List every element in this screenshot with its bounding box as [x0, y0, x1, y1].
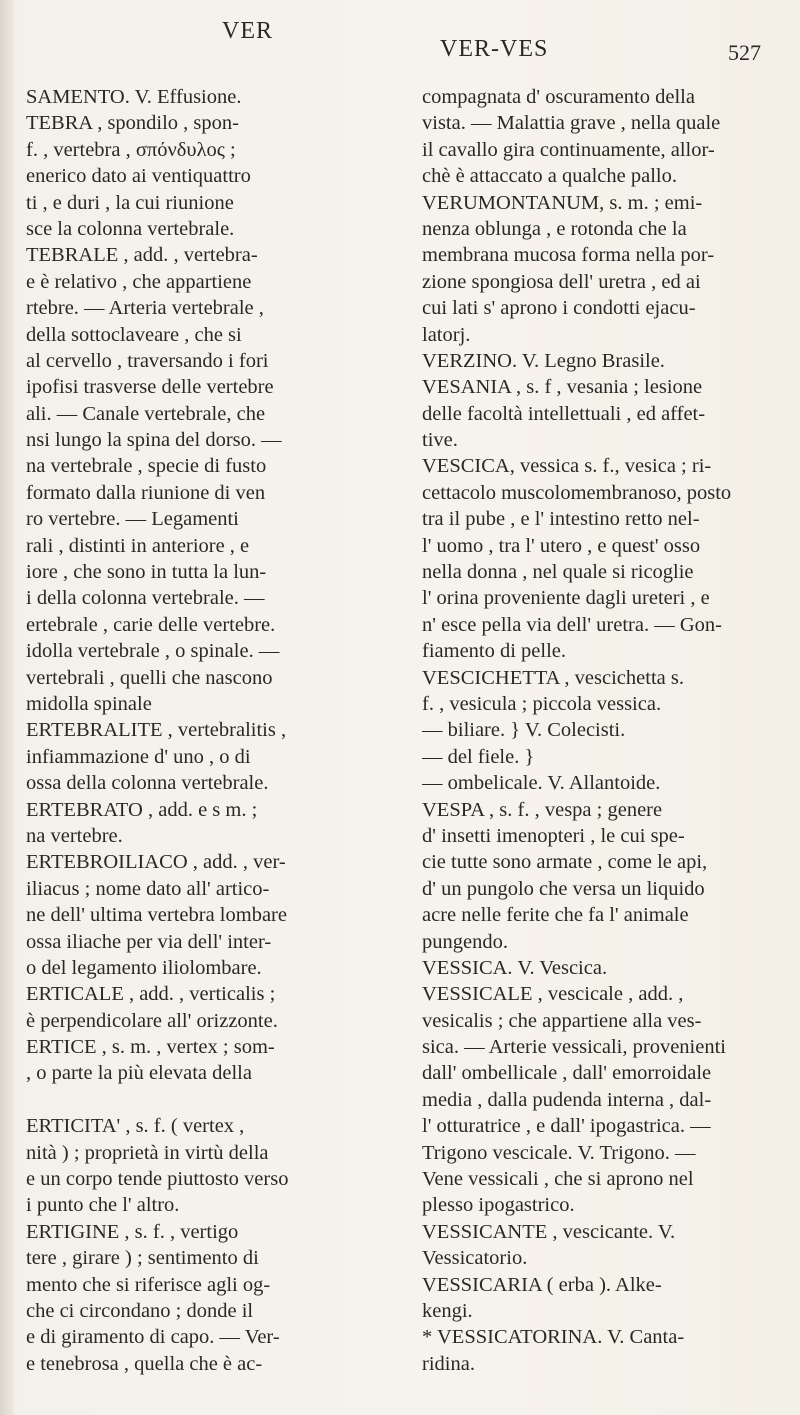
text-line: na vertebre.	[26, 824, 123, 847]
text-line: membrana mucosa forma nella por-	[422, 244, 715, 267]
binding-gutter	[0, 0, 14, 1415]
text-line: ERTICE , s. m. , vertex ; som-	[26, 1036, 275, 1059]
text-line: iliacus ; nome dato all' artico-	[26, 877, 270, 900]
page-number: 527	[728, 40, 761, 65]
page-header	[0, 18, 800, 65]
text-line: vista. — Malattia grave , nella quale	[422, 112, 721, 135]
text-line: cie tutte sono armate , come le api,	[422, 851, 708, 874]
text-line: tere , girare ) ; sentimento di	[26, 1247, 259, 1270]
text-line: pungendo.	[422, 930, 508, 953]
text-line: VESSICALE , vescicale , add. ,	[422, 983, 684, 1006]
text-line: nsi lungo la spina del dorso. —	[26, 429, 282, 452]
text-line: mento che si riferisce agli og-	[26, 1273, 271, 1296]
right-column	[422, 84, 782, 1377]
text-line: Vessicatorio.	[422, 1247, 528, 1270]
text-line: e tenebrosa , quella che è ac-	[26, 1352, 263, 1375]
text-line: VESPA , s. f. , vespa ; genere	[422, 798, 663, 821]
text-line: Trigono vescicale. V. Trigono. —	[422, 1141, 696, 1164]
text-line: VESSICA. V. Vescica.	[422, 956, 608, 979]
text-line: idolla vertebrale , o spinale. —	[26, 640, 280, 663]
text-line: n' esce pella via dell' uretra. — Gon-	[422, 613, 722, 636]
text-line: ERTICALE , add. , verticalis ;	[26, 983, 276, 1006]
text-line: ERTIGINE , s. f. , vertigo	[26, 1220, 239, 1243]
text-line: cettacolo muscolomembranoso, posto	[422, 481, 732, 504]
text-line: VERZINO. V. Legno Brasile.	[422, 349, 665, 372]
text-line: compagnata d' oscuramento della	[422, 86, 695, 108]
text-line: ertebrale , carie delle vertebre.	[26, 613, 276, 636]
text-line: al cervello , traversando i fori	[26, 349, 269, 372]
text-line: enerico dato ai ventiquattro	[26, 165, 251, 188]
text-line: f. , vesicula ; piccola vessica.	[422, 692, 662, 715]
text-line: ridina.	[422, 1352, 475, 1375]
text-line: vesicalis ; che appartiene alla ves-	[422, 1009, 702, 1032]
header-right-guideword: VER-VES	[440, 36, 549, 62]
text-line: — ombelicale. V. Allantoide.	[422, 772, 661, 795]
text-line: * VESSICATORINA. V. Canta-	[422, 1326, 685, 1349]
text-line: — biliare. } V. Colecisti.	[422, 719, 626, 742]
text-line: d' un pungolo che versa un liquido	[422, 877, 705, 900]
text-line: f. , vertebra , σπόνδυλος ;	[26, 138, 236, 161]
text-line: tive.	[422, 429, 458, 452]
text-line: zione spongiosa dell' uretra , ed ai	[422, 270, 701, 293]
text-line: e è relativo , che appartiene	[26, 270, 252, 293]
text-line: ipofisi trasverse delle vertebre	[26, 376, 274, 399]
text-line: e un corpo tende piuttosto verso	[26, 1168, 289, 1191]
text-line: plesso ipogastrico.	[422, 1194, 575, 1217]
text-line: ti , e duri , la cui riunione	[26, 191, 234, 214]
text-line: l' uomo , tra l' utero , e quest' osso	[422, 534, 701, 557]
text-line	[26, 1087, 396, 1113]
text-line: rtebre. — Arteria vertebrale ,	[26, 297, 264, 320]
text-line: VESSICARIA ( erba ). Alke-	[422, 1273, 662, 1296]
text-line: cui lati s' aprono i condotti ejacu-	[422, 297, 696, 320]
text-line: VESCICA, vessica s. f., vesica ; ri-	[422, 455, 712, 478]
text-line: formato dalla riunione di ven	[26, 481, 266, 504]
text-line: d' insetti imenopteri , le cui spe-	[422, 824, 685, 847]
text-line: e di giramento di capo. — Ver-	[26, 1326, 280, 1349]
text-line: è perpendicolare all' orizzonte.	[26, 1009, 278, 1032]
text-line: vertebrali , quelli che nascono	[26, 666, 273, 689]
text-line: delle facoltà intellettuali , ed affet-	[422, 402, 706, 425]
text-line: acre nelle ferite che fa l' animale	[422, 904, 689, 927]
text-line: tra il pube , e l' intestino retto nel-	[422, 508, 700, 531]
text-line: ERTEBROILIACO , add. , ver-	[26, 851, 286, 874]
text-line: kengi.	[422, 1299, 473, 1322]
text-line: nenza oblunga , e rotonda che la	[422, 217, 687, 240]
text-line: ERTEBRATO , add. e s m. ;	[26, 798, 258, 821]
text-line: ne dell' ultima vertebra lombare	[26, 904, 287, 927]
text-line: ERTICITA' , s. f. ( vertex ,	[26, 1115, 245, 1138]
text-line: infiammazione d' uno , o di	[26, 745, 251, 768]
left-column	[26, 84, 396, 1377]
text-line: midolla spinale	[26, 692, 152, 715]
text-line: nità ) ; proprietà in virtù della	[26, 1141, 269, 1164]
text-line: ali. — Canale vertebrale, che	[26, 402, 266, 425]
text-line: ossa della colonna vertebrale.	[26, 772, 269, 795]
text-line: VESCICHETTA , vescichetta s.	[422, 666, 684, 689]
text-line: sce la colonna vertebrale.	[26, 217, 235, 240]
text-line: ro vertebre. — Legamenti	[26, 508, 239, 531]
text-line: sica. — Arterie vessicali, provenienti	[422, 1036, 726, 1059]
text-line: Vene vessicali , che si aprono nel	[422, 1168, 694, 1191]
text-line: della sottoclaveare , che si	[26, 323, 242, 346]
text-line: VERUMONTANUM, s. m. ; emi-	[422, 191, 703, 214]
text-line: ossa iliache per via dell' inter-	[26, 930, 272, 953]
text-line: ERTEBRALITE , vertebralitis ,	[26, 719, 287, 742]
text-line: na vertebrale , specie di fusto	[26, 455, 267, 478]
text-line: nella donna , nel quale si ricoglie	[422, 561, 694, 584]
text-line: latorj.	[422, 323, 471, 346]
text-line: VESANIA , s. f , vesania ; lesione	[422, 376, 703, 399]
text-line: media , dalla pudenda interna , dal-	[422, 1088, 712, 1111]
text-line: TEBRA , spondilo , spon-	[26, 112, 239, 135]
text-line: i punto che l' altro.	[26, 1194, 180, 1217]
text-line: iore , che sono in tutta la lun-	[26, 561, 267, 584]
text-line: l' otturatrice , e dall' ipogastrica. —	[422, 1115, 711, 1138]
text-line: che ci circondano ; donde il	[26, 1299, 254, 1322]
text-line: fiamento di pelle.	[422, 640, 567, 663]
text-line: i della colonna vertebrale. —	[26, 587, 265, 610]
text-line: o del legamento iliolombare.	[26, 956, 262, 979]
text-line: il cavallo gira continuamente, allor-	[422, 138, 715, 161]
text-line: TEBRALE , add. , vertebra-	[26, 244, 258, 267]
text-line: — del fiele. }	[422, 745, 535, 768]
text-line: VESSICANTE , vescicante. V.	[422, 1220, 676, 1243]
text-line: SAMENTO. V. Effusione.	[26, 86, 242, 108]
text-line: rali , distinti in anteriore , e	[26, 534, 250, 557]
text-line: , o parte la più elevata della	[26, 1062, 252, 1085]
text-line: chè è attaccato a qualche pallo.	[422, 165, 677, 188]
text-line: l' orina proveniente dagli ureteri , e	[422, 587, 710, 610]
text-line: dall' ombellicale , dall' emorroidale	[422, 1062, 712, 1085]
header-left-guideword: VER	[222, 18, 273, 44]
